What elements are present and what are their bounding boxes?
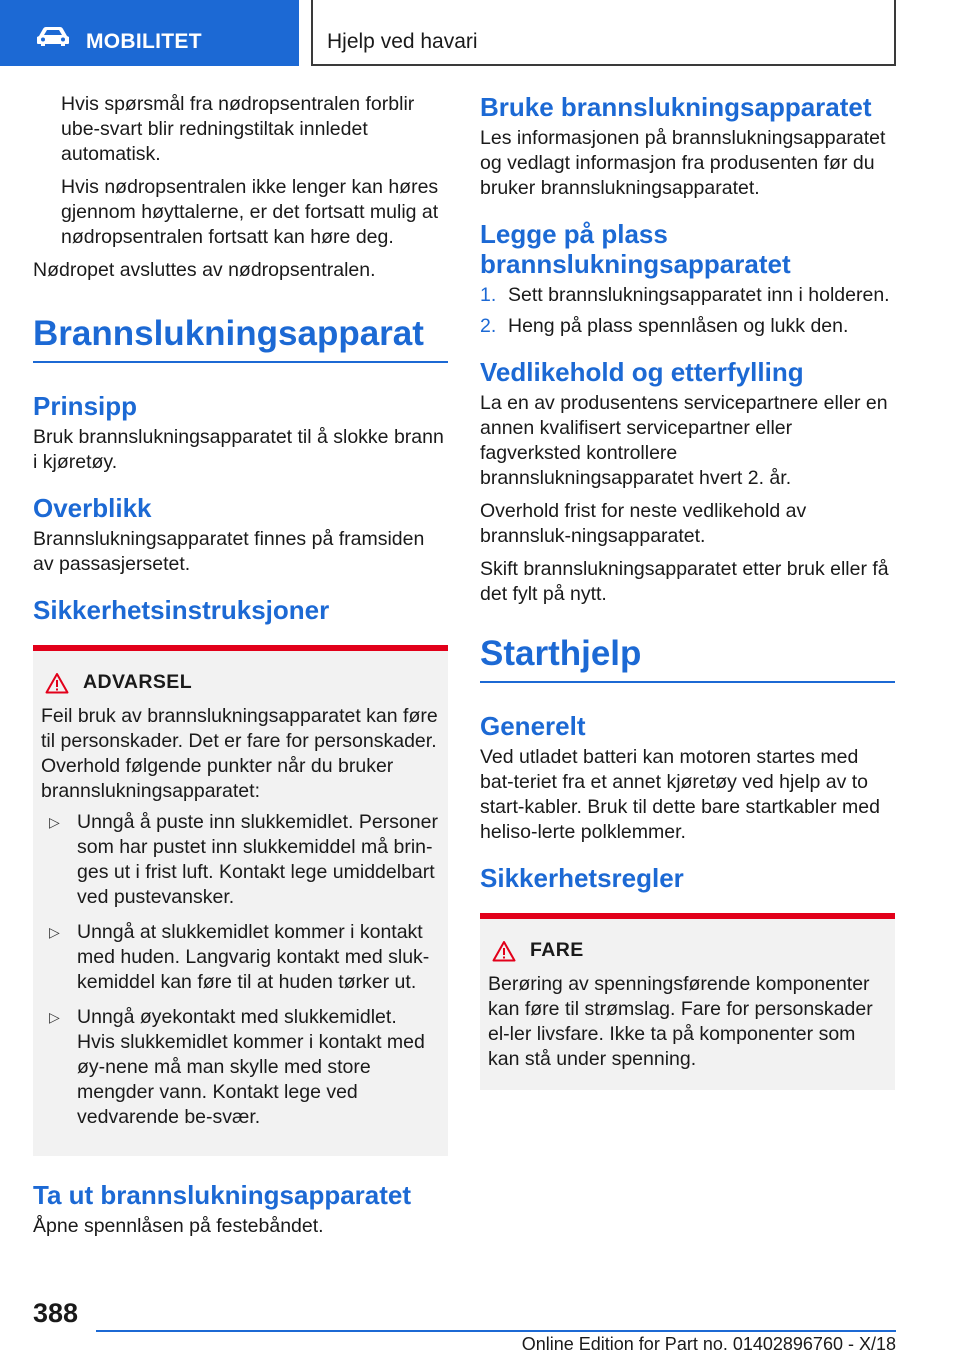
warning-triangle-icon — [45, 672, 69, 694]
footer-divider — [96, 1330, 896, 1332]
warning-box — [33, 645, 448, 1156]
heading-legge-pa-plass: Legge på plass brannslukningsapparatet — [480, 219, 791, 279]
heading-generelt: Generelt — [480, 711, 586, 741]
footer-edition: Online Edition for Part no. 01402896760 - X/18 — [521, 1334, 896, 1354]
heading-bruke: Bruke brannslukningsapparatet — [480, 92, 872, 122]
heading-sikkerhetsinstruksjoner: Sikkerhetsinstruksjoner — [33, 595, 330, 625]
intro-paragraph-3: Nødropet avsluttes av nødropsentralen. — [33, 259, 376, 281]
warning-bullet: ▷ Unngå å puste inn slukkemidlet. Personer som har pustet inn slukkemiddel må brin-ges ut i frist luft. Kontakt lege umiddelbart ved pustevansker. — [49, 811, 438, 908]
bruke-text: Les informasjonen på brannslukningsapparatet og vedlagt informasjon fra produsenten før du bruker brannslukningsapparatet. — [480, 127, 886, 199]
right-column — [480, 92, 895, 1114]
list-item: 2. Heng på plass spennlåsen og lukk den. — [480, 315, 849, 337]
page-number: 388 — [33, 1298, 79, 1328]
vedlikehold-text-2: Overhold frist for neste vedlikehold av brannsluk-ningsapparatet. — [480, 500, 807, 547]
triangle-bullet-icon: ▷ — [49, 1009, 60, 1025]
intro-paragraph-2: Hvis nødropsentralen ikke lenger kan høres gjennom høyttalerne, er det fortsatt mulig at nødropsentralen fortsatt kan høre deg. — [61, 176, 439, 248]
vedlikehold-text-3: Skift brannslukningsapparatet etter bruk eller få det fylt på nytt. — [480, 558, 889, 605]
left-column — [33, 92, 448, 1247]
danger-text: Berøring av spenningsførende komponenter kan føre til strømslag. Fare for personskader el-ler livsfare. Ikke ta på komponenter som kan stå under spenning. — [488, 973, 873, 1070]
list-item: 1. Sett brannslukningsapparatet inn i holderen. — [480, 284, 890, 306]
warning-bullet: ▷ Unngå at slukkemidlet kommer i kontakt med huden. Langvarig kontakt med sluk-kemiddel kan føre til at huden tørker ut. — [49, 921, 430, 993]
warning-bullets — [41, 810, 440, 1130]
triangle-bullet-icon: ▷ — [49, 924, 60, 940]
ta-ut-text: Åpne spennlåsen på festebåndet. — [33, 1215, 324, 1237]
section-label: MOBILITET — [86, 30, 202, 53]
heading-prinsipp: Prinsipp — [33, 391, 138, 421]
section-tab[interactable] — [0, 0, 299, 66]
danger-box — [480, 913, 895, 1090]
vedlikehold-text-1: La en av produsentens servicepartnere eller en annen kvalifisert servicepartner eller fagverksted kontrollere brannslukningsapparatet hvert 2. år. — [480, 392, 888, 489]
chapter-header[interactable] — [311, 0, 896, 66]
danger-title-label: FARE — [530, 939, 584, 961]
chapter-title-starthjelp: Starthjelp — [480, 633, 895, 683]
heading-ta-ut: Ta ut brannslukningsapparatet — [33, 1180, 412, 1210]
car-icon — [36, 26, 70, 46]
heading-vedlikehold: Vedlikehold og etterfylling — [480, 357, 804, 387]
overblikk-text: Brannslukningsapparatet finnes på framsiden av passasjersetet. — [33, 528, 425, 575]
chapter-title-brannslukningsapparat: Brannslukningsapparat — [33, 313, 448, 363]
warning-triangle-icon — [492, 940, 516, 962]
prinsipp-text: Bruk brannslukningsapparatet til å slokke brann i kjøretøy. — [33, 426, 444, 473]
heading-sikkerhetsregler: Sikkerhetsregler — [480, 863, 684, 893]
warning-text: Feil bruk av brannslukningsapparatet kan føre til personskader. Det er fare for personskader. Overhold følgende punkter når du bruker brannslukningsapparatet: — [41, 705, 438, 802]
warning-title — [41, 671, 440, 694]
steps-list — [480, 283, 895, 339]
warning-title-label: ADVARSEL — [83, 671, 193, 693]
heading-overblikk: Overblikk — [33, 493, 152, 523]
intro-paragraph-1: Hvis spørsmål fra nødropsentralen forblir ube-svart blir redningstiltak innledet automatisk. — [61, 93, 415, 165]
generelt-text: Ved utladet batteri kan motoren startes med bat-teriet fra et annet kjøretøy ved hjelp av to start-kabler. Bruk til dette bare startkabler med heliso-lerte polklemmer. — [480, 746, 880, 843]
chapter-label: Hjelp ved havari — [327, 30, 478, 53]
danger-title — [488, 939, 887, 962]
triangle-bullet-icon: ▷ — [49, 814, 60, 830]
warning-bullet: ▷ Unngå øyekontakt med slukkemidlet. Hvis slukkemidlet kommer i kontakt med øy-nene må man skylle med store mengder vann. Kontakt lege ved vedvarende be-svær. — [49, 1006, 425, 1128]
